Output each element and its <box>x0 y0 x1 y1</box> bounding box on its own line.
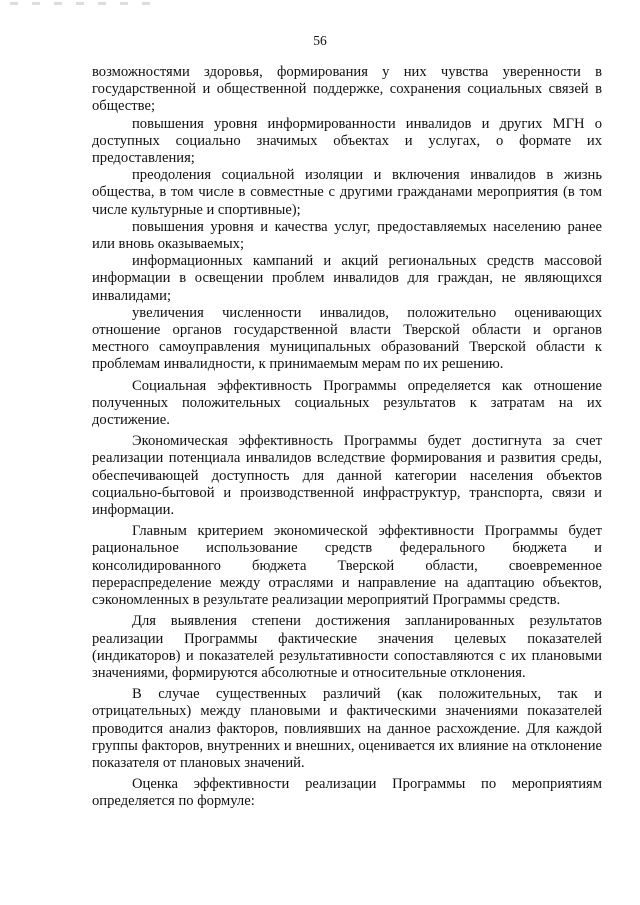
paragraph: Оценка эффективности реализации Программы по мероприятиям определяется по формуле: <box>92 776 602 810</box>
paragraph: информационных кампаний и акций региональных средств массовой информации в освещении проблем инвалидов для граждан, не являющихся инвалидами; <box>92 253 602 304</box>
page-number: 56 <box>313 33 327 48</box>
paragraph: преодоления социальной изоляции и включения инвалидов в жизнь общества, в том числе в совместные с другими гражданами мероприятия (в том числе культурные и спортивные); <box>92 167 602 218</box>
paragraph: Для выявления степени достижения запланированных результатов реализации Программы фактические значения целевых показателей (индикаторов) и показателей результативности сопоставляются с их плановыми значениями, формируются абсолютные и относительные отклонения. <box>92 613 602 681</box>
paragraph: повышения уровня и качества услуг, предоставляемых населению ранее или вновь оказываемых; <box>92 218 602 253</box>
paragraph: Главным критерием экономической эффективности Программы будет рациональное использование средств федерального бюджета и консолидированного бюджета Тверской области, своевременное перераспределение между отраслями и направление на адаптацию объектов, сэкономленных в результате реализации мероприятий Программы средств. <box>92 523 602 609</box>
paragraph: Социальная эффективность Программы определяется как отношение полученных положительных социальных результатов к затратам на их достижение. <box>92 377 602 429</box>
scan-artifact <box>10 2 160 5</box>
paragraph: Экономическая эффективность Программы будет достигнута за счет реализации потенциала инвалидов вследствие формирования и развития среды, обеспечивающей доступность для данной категории населения объектов социально-бытовой и производственной инфраструктур, транспорта, связи и информации. <box>92 433 602 519</box>
paragraph: увеличения численности инвалидов, положительно оценивающих отношение органов государственной власти Тверской области и органов местного самоуправления муниципальных образований Тверской области к проблемам инвалидности, к принимаемым мерам по их решению. <box>92 304 602 373</box>
paragraph: повышения уровня информированности инвалидов и других МГН о доступных социально значимых объектах и услугах, о формате их предоставления; <box>92 115 602 167</box>
body-text <box>92 64 602 811</box>
paragraph: В случае существенных различий (как положительных, так и отрицательных) между плановыми и фактическими значениями показателей проводится анализ факторов, повлиявших на данное расхождение. Для каждой группы факторов, внутренних и внешних, оценивается их влияние на отклонение показателя от плановых значений. <box>92 686 602 771</box>
paragraph: возможностями здоровья, формирования у них чувства уверенности в государственной и общественной поддержке, сохранения социальных связей в обществе; <box>92 64 602 115</box>
